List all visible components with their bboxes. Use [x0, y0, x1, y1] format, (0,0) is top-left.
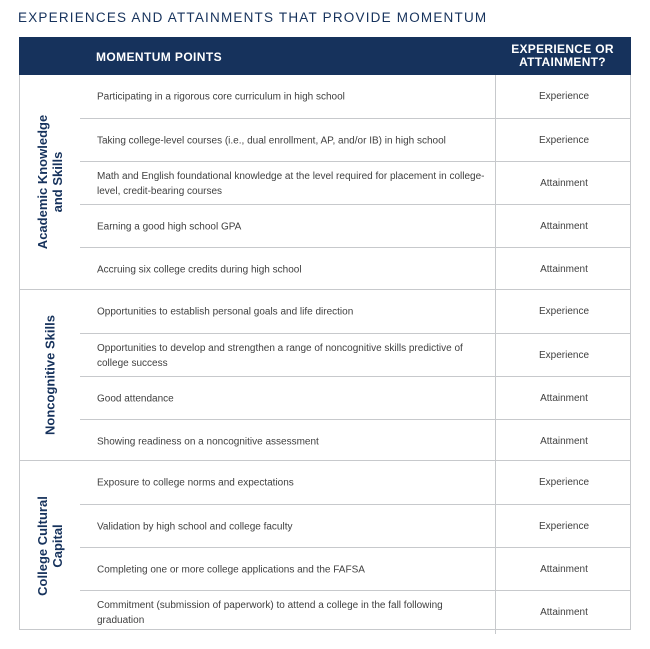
point-type: Experience: [495, 75, 632, 118]
table-header: [19, 37, 631, 75]
momentum-point: Validation by high school and college faculty: [97, 521, 293, 532]
point-type: Experience: [495, 505, 632, 548]
group-label-noncognitive: Noncognitive Skills: [42, 315, 58, 435]
table-row: [80, 419, 630, 463]
point-type: Attainment: [495, 591, 632, 634]
point-type: Experience: [495, 461, 632, 504]
momentum-table: [19, 37, 631, 630]
group-noncognitive: [20, 289, 630, 460]
momentum-point: Commitment (submission of paperwork) to attend a college in the fall following graduation: [97, 599, 443, 626]
momentum-point: Exposure to college norms and expectations: [97, 477, 294, 488]
table-row: [80, 247, 630, 291]
point-type: Attainment: [495, 377, 632, 420]
point-type: Attainment: [495, 205, 632, 248]
table-row: [80, 504, 630, 548]
momentum-point: Accruing six college credits during high school: [97, 264, 302, 275]
momentum-point: Good attendance: [97, 393, 174, 404]
group-cultural-capital: [20, 460, 630, 630]
momentum-point: Earning a good high school GPA: [97, 221, 242, 232]
momentum-point: Showing readiness on a noncognitive assessment: [97, 436, 319, 447]
header-experience-or-attainment: EXPERIENCE OR ATTAINMENT?: [511, 42, 614, 69]
table-row: [80, 333, 630, 377]
point-type: Experience: [495, 334, 632, 377]
table-row: [80, 376, 630, 420]
momentum-point: Math and English foundational knowledge at the level required for placement in college-level, credit-bearing courses: [97, 170, 485, 197]
momentum-point: Participating in a rigorous core curriculum in high school: [97, 91, 345, 102]
table-row: [80, 290, 630, 333]
table-row: [80, 204, 630, 248]
momentum-point: Completing one or more college applications and the FAFSA: [97, 564, 365, 575]
page-title: EXPERIENCES AND ATTAINMENTS THAT PROVIDE MOMENTUM: [18, 10, 488, 25]
momentum-point: Opportunities to develop and strengthen a range of noncognitive skills predictive of college success: [97, 342, 463, 369]
table-row: [80, 547, 630, 591]
header-momentum-points: MOMENTUM POINTS: [96, 50, 222, 64]
point-type: Attainment: [495, 162, 632, 205]
point-type: Attainment: [495, 420, 632, 463]
group-academic: [20, 75, 630, 289]
table-row: [80, 461, 630, 504]
group-label-academic: Academic Knowledge and Skills: [35, 114, 65, 250]
table-row: [80, 75, 630, 118]
table-row: [80, 590, 630, 634]
point-type: Experience: [495, 290, 632, 333]
point-type: Attainment: [495, 548, 632, 591]
table-row: [80, 118, 630, 162]
group-label-cultural-capital: College Cultural Capital: [35, 495, 65, 596]
point-type: Attainment: [495, 248, 632, 291]
point-type: Experience: [495, 119, 632, 162]
momentum-point: Opportunities to establish personal goals and life direction: [97, 306, 354, 317]
table-row: [80, 161, 630, 205]
momentum-point: Taking college-level courses (i.e., dual enrollment, AP, and/or IB) in high school: [97, 135, 446, 146]
